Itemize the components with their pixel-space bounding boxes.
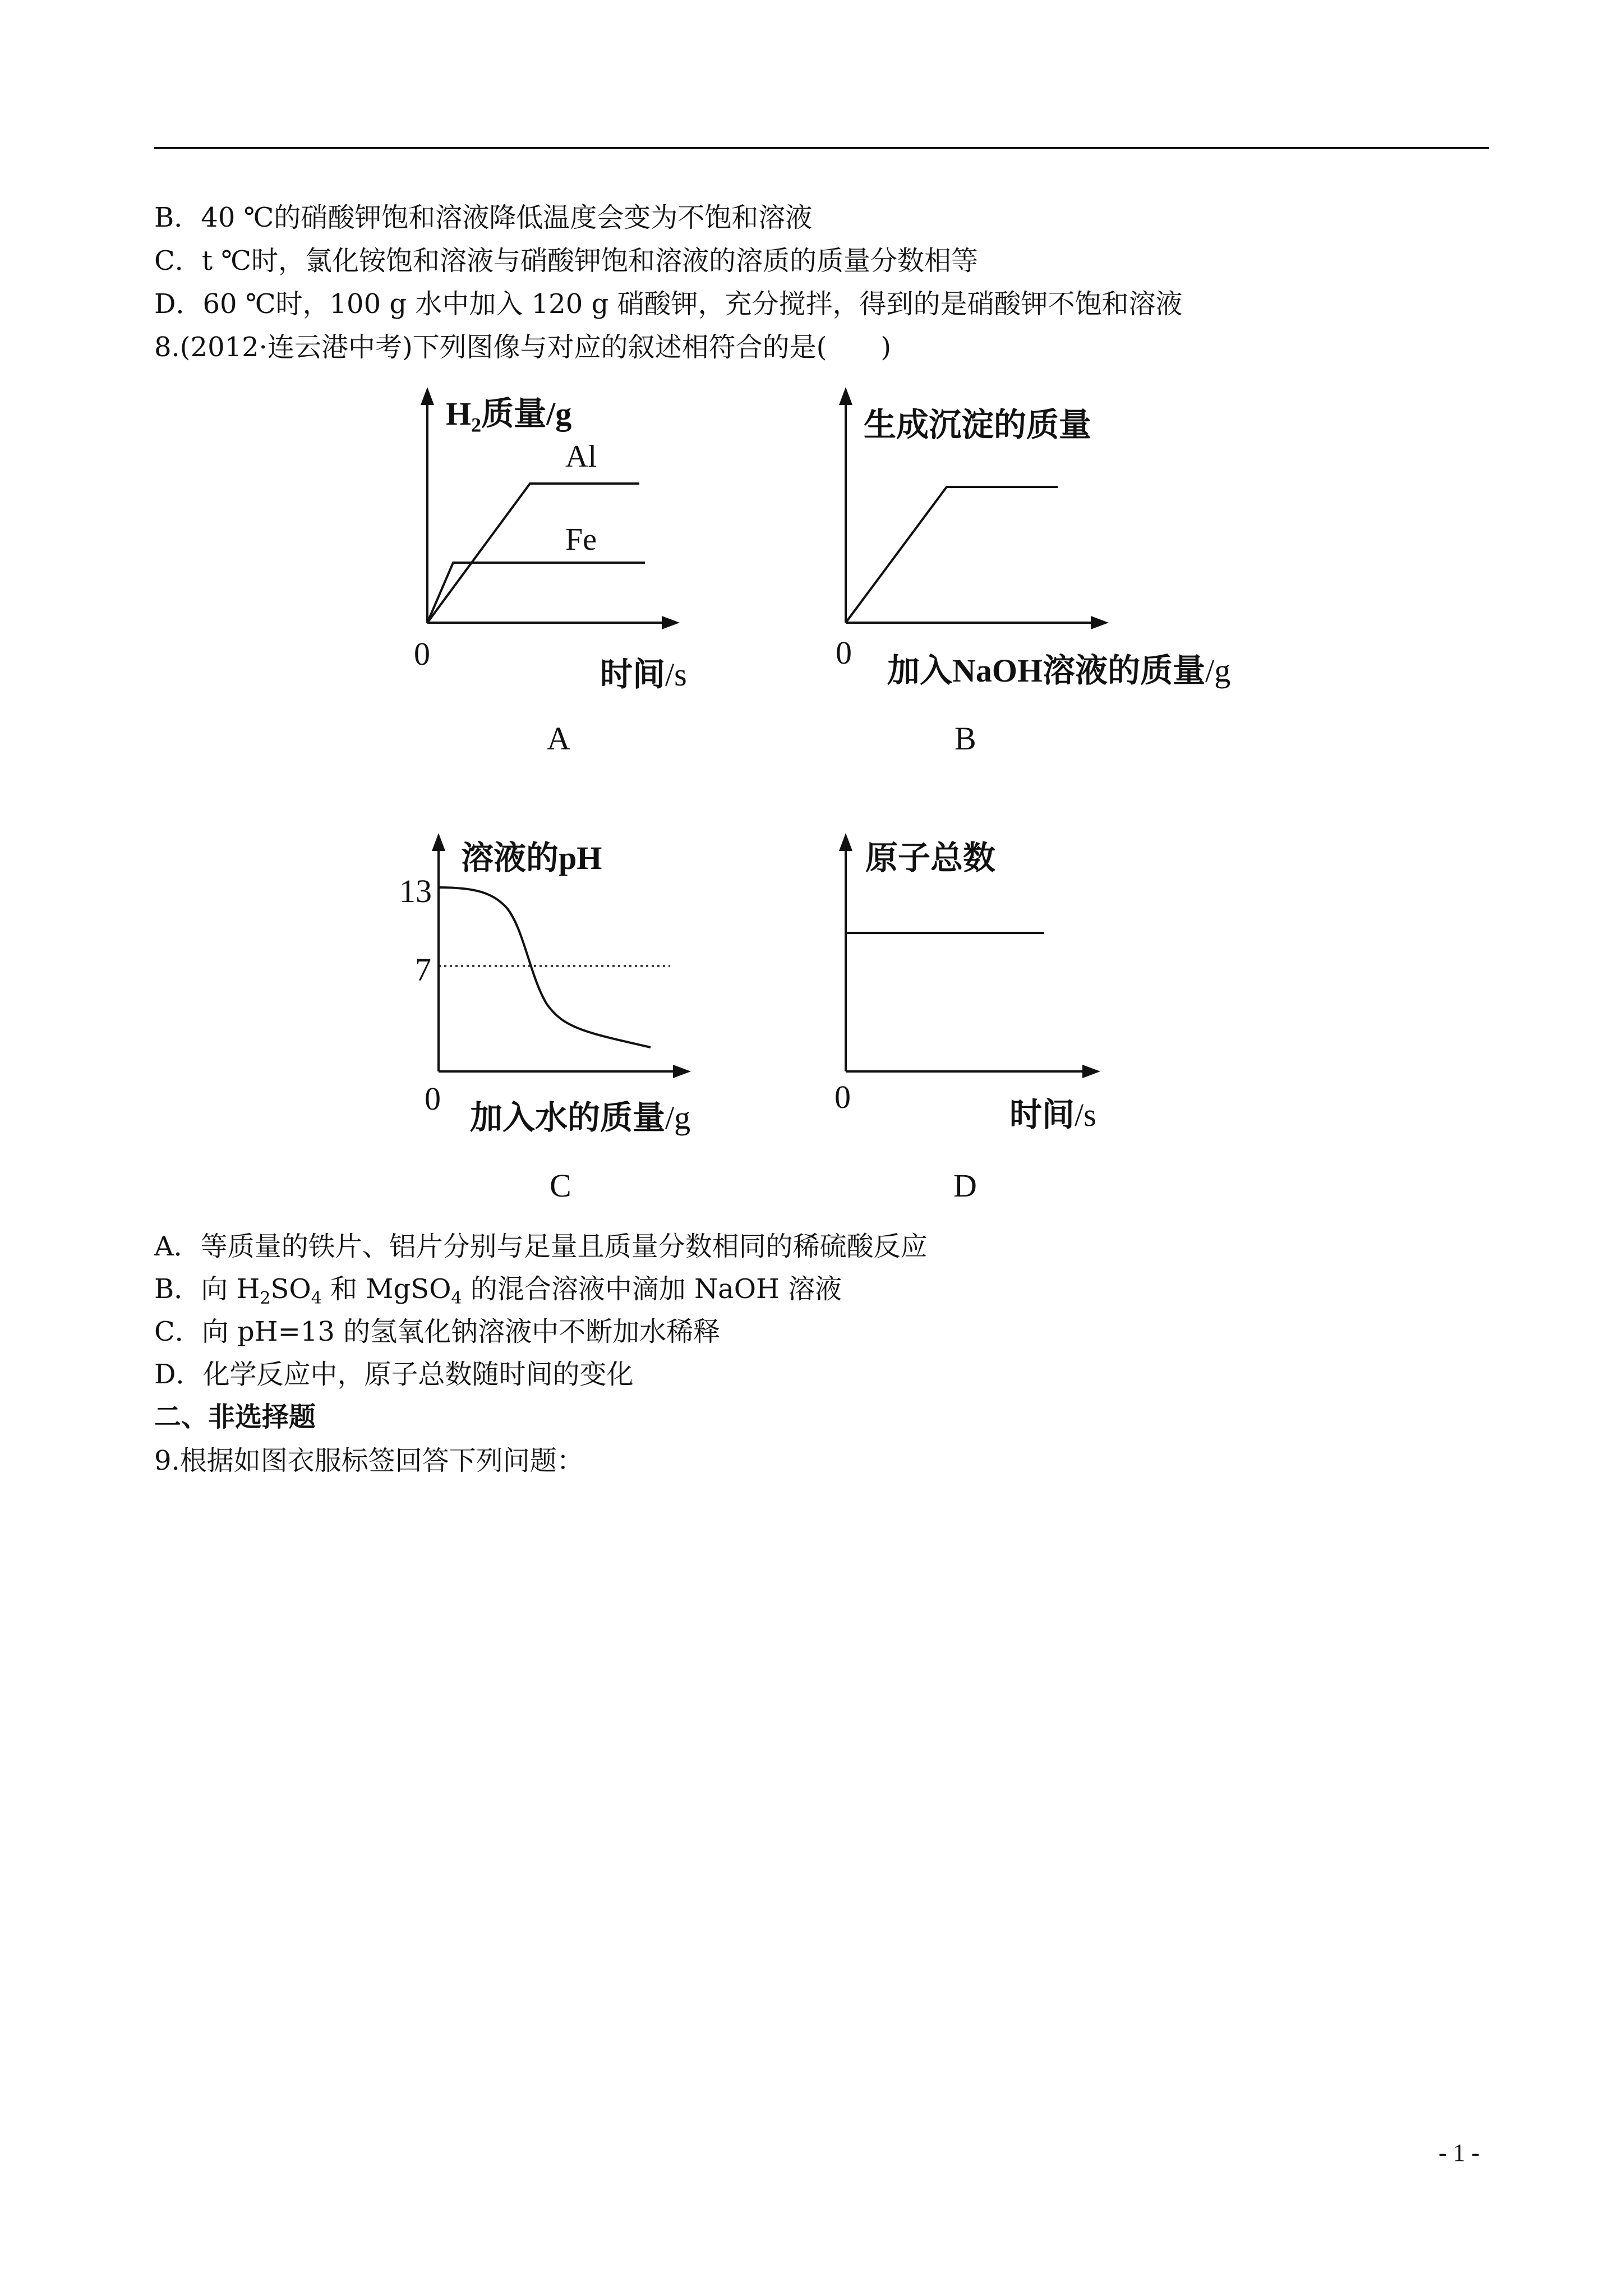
option-line-d-60c: D．60 ℃时，100 g 水中加入 120 g 硝酸钾，充分搅拌，得到的是硝酸钾不饱和溶液 <box>154 288 1183 320</box>
figure-c-origin: 0 <box>425 1080 441 1117</box>
question-9-stem: 9.根据如图衣服标签回答下列问题： <box>154 1445 584 1476</box>
option-b: B．向 $H_2SO_4$ 和 MgSO$_4$ 的混合溶液中滴加 NaOH 溶液 <box>154 1273 842 1308</box>
figure-a-x-label: 时间/s <box>600 656 687 693</box>
option-a: A．等质量的铁片、铝片分别与足量且质量分数相同的稀硫酸反应 <box>154 1231 928 1262</box>
option-d: D．化学反应中，原子总数随时间的变化 <box>154 1359 634 1390</box>
figure-d-y-label: 原子总数 <box>865 840 996 876</box>
figure-d-x-arrow <box>1082 1065 1100 1078</box>
figure-d-x-label: 时间/s <box>1009 1097 1096 1133</box>
option-c: C．向 pH=13 的氢氧化钠溶液中不断加水稀释 <box>154 1316 721 1347</box>
figure-d-y-arrow <box>839 833 852 851</box>
section-2-heading: 二、非选择题 <box>154 1401 316 1433</box>
figure-d-caption: D <box>953 1167 977 1204</box>
figure-c-y-label: 溶液的pH <box>461 840 602 876</box>
figure-c-x-label: 加入水的质量/g <box>470 1099 691 1136</box>
figure-a-caption: A <box>547 720 570 757</box>
page-number: - 1 - <box>1438 2139 1480 2166</box>
figure-c-caption: C <box>550 1167 571 1204</box>
figure-b-origin: 0 <box>836 634 852 671</box>
figure-b-caption: B <box>955 720 976 757</box>
figure-c-ytick-13: 13 <box>399 873 432 909</box>
figure-a-series-fe-label: Fe <box>565 522 597 557</box>
question-8-stem: 8.(2012·连云港中考)下列图像与对应的叙述相符合的是( ) <box>154 332 892 363</box>
option-line-b-40c: B．40 ℃的硝酸钾饱和溶液降低温度会变为不饱和溶液 <box>154 202 813 233</box>
figure-c-ytick-7: 7 <box>415 951 431 988</box>
figure-a-origin: 0 <box>414 636 430 672</box>
figure-a-series-al-label: Al <box>565 439 597 474</box>
figure-a-y-label: $H_2$质量/g <box>446 395 572 436</box>
figure-b-x-label: 加入NaOH溶液的质量/g <box>887 652 1231 689</box>
option-line-c-tc: C．t ℃时，氯化铵饱和溶液与硝酸钾饱和溶液的溶质的质量分数相等 <box>154 245 978 277</box>
figure-d-origin: 0 <box>834 1079 851 1115</box>
figure-b-y-label: 生成沉淀的质量 <box>864 407 1092 443</box>
